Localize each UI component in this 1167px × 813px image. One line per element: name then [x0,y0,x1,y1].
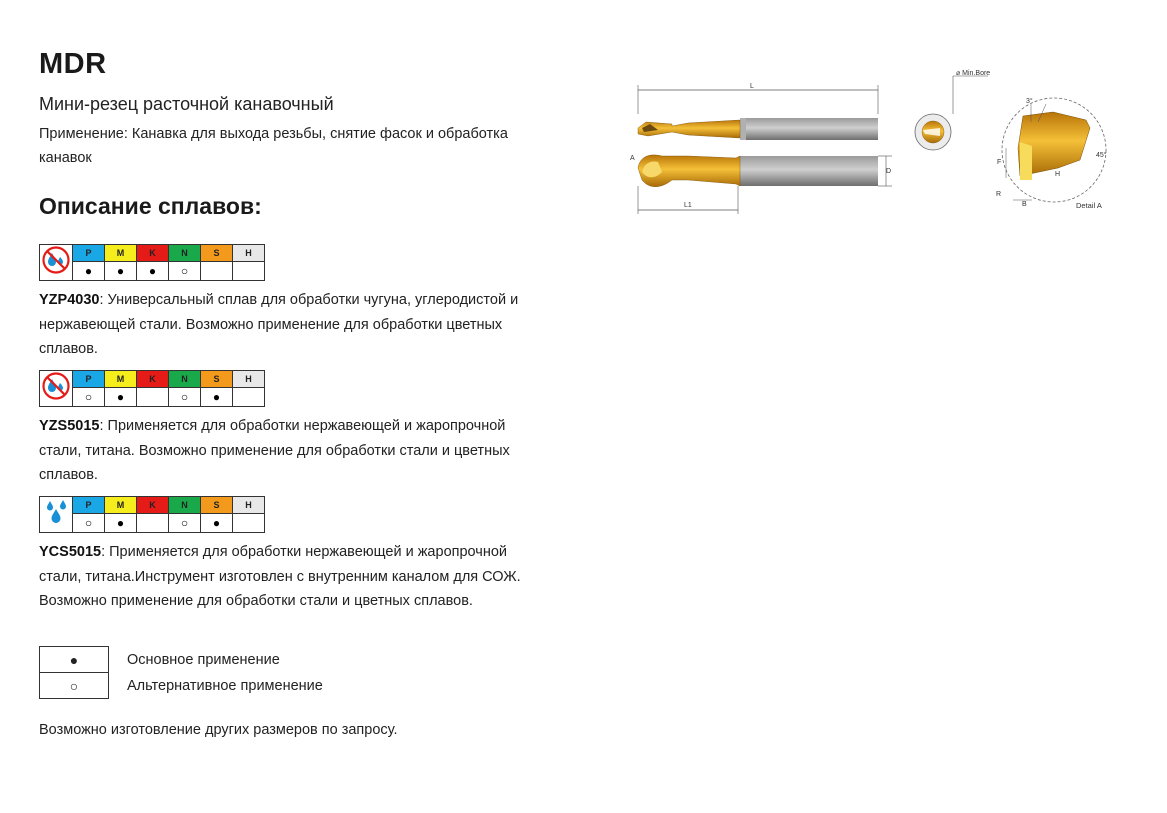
mark-n: ○ [169,514,201,533]
alloy-name: YZP4030 [39,292,100,308]
mark-h [233,262,265,281]
product-subtitle: Мини-резец расточной канавочный [39,94,334,114]
legend-primary-label: Основное применение [127,651,280,668]
alloy-description-ycs5015 [39,540,549,614]
iso-header-n: N [169,245,201,262]
iso-header-p: P [73,245,105,262]
tool-end-view [915,70,990,150]
no-coolant-icon [40,245,73,281]
iso-header-k: K [137,245,169,262]
tool-technical-drawing [628,68,1118,218]
mark-m: ● [105,262,137,281]
mark-k: ● [137,262,169,281]
iso-header-n: N [169,371,201,388]
mark-p: ○ [73,514,105,533]
legend-alternative-symbol: ○ [40,673,109,699]
mark-p: ○ [73,388,105,407]
iso-header-s: S [201,245,233,262]
mark-s [201,262,233,281]
mark-m: ● [105,514,137,533]
mark-m: ● [105,388,137,407]
alloy-text: : Применяется для обработки нержавеющей и жаропрочной стали, титана.Инструмент изготовлен с внутренним каналом для СОЖ. Возможно применение для обработки стали и цветных сплавов. [39,544,521,609]
product-title: MDR [39,48,107,80]
tool-detail-a [996,97,1107,210]
dim-label-h: H [1055,171,1061,178]
iso-header-s: S [201,497,233,514]
alloy-text: : Универсальный сплав для обработки чугуна, углеродистой и нержавеющей стали. Возможно применение для обработки цветных сплавов. [39,292,519,357]
angle-label-3: 3° [1026,98,1033,105]
iso-header-m: M [105,497,137,514]
alloys-heading: Описание сплавов: [39,193,262,219]
alloy-text: : Применяется для обработки нержавеющей и жаропрочной стали, титана. Возможно применение для обработки стали и цветных сплавов. [39,418,510,483]
iso-matrix-yzs5015 [39,370,265,407]
iso-header-k: K [137,497,169,514]
alloy-name: YCS5015 [39,544,102,560]
iso-header-h: H [233,245,265,262]
custom-sizes-note: Возможно изготовление других размеров по запросу. [39,722,398,738]
alloy-name: YZS5015 [39,418,100,434]
mark-p: ● [73,262,105,281]
legend-alternative-label: Альтернативное применение [127,677,323,694]
product-application: Применение: Канавка для выхода резьбы, снятие фасок и обработка канавок [39,126,508,166]
dim-label-d: D [886,168,892,175]
iso-header-s: S [201,371,233,388]
mark-s: ● [201,514,233,533]
iso-header-k: K [137,371,169,388]
dim-label-r: R [996,191,1002,198]
dim-label-min-bore: ⌀ Min.Bore [956,70,991,77]
dim-label-f: F [997,159,1002,166]
mark-s: ● [201,388,233,407]
mark-k [137,514,169,533]
alloy-description-yzp4030 [39,288,549,362]
dim-label-b: B [1022,201,1027,208]
tool-side-view [630,155,892,214]
dim-label-l1: L1 [684,202,692,209]
iso-matrix-yzp4030 [39,244,265,281]
iso-header-p: P [73,497,105,514]
iso-header-h: H [233,497,265,514]
iso-header-m: M [105,371,137,388]
mark-h [233,514,265,533]
detail-marker-a: A [630,155,635,162]
iso-header-m: M [105,245,137,262]
legend [39,646,324,699]
angle-label-45: 45° [1096,152,1107,159]
mark-k [137,388,169,407]
iso-header-h: H [233,371,265,388]
mark-n: ○ [169,262,201,281]
dim-label-l: L [750,83,754,90]
iso-header-p: P [73,371,105,388]
legend-primary-symbol: ● [40,647,109,673]
mark-n: ○ [169,388,201,407]
iso-matrix-ycs5015 [39,496,265,533]
detail-a-label: Detail A [1076,201,1102,210]
iso-header-n: N [169,497,201,514]
coolant-drops-icon [40,497,73,533]
alloy-description-yzs5015 [39,414,549,488]
mark-h [233,388,265,407]
tool-top-view [638,83,878,140]
no-coolant-icon [40,371,73,407]
